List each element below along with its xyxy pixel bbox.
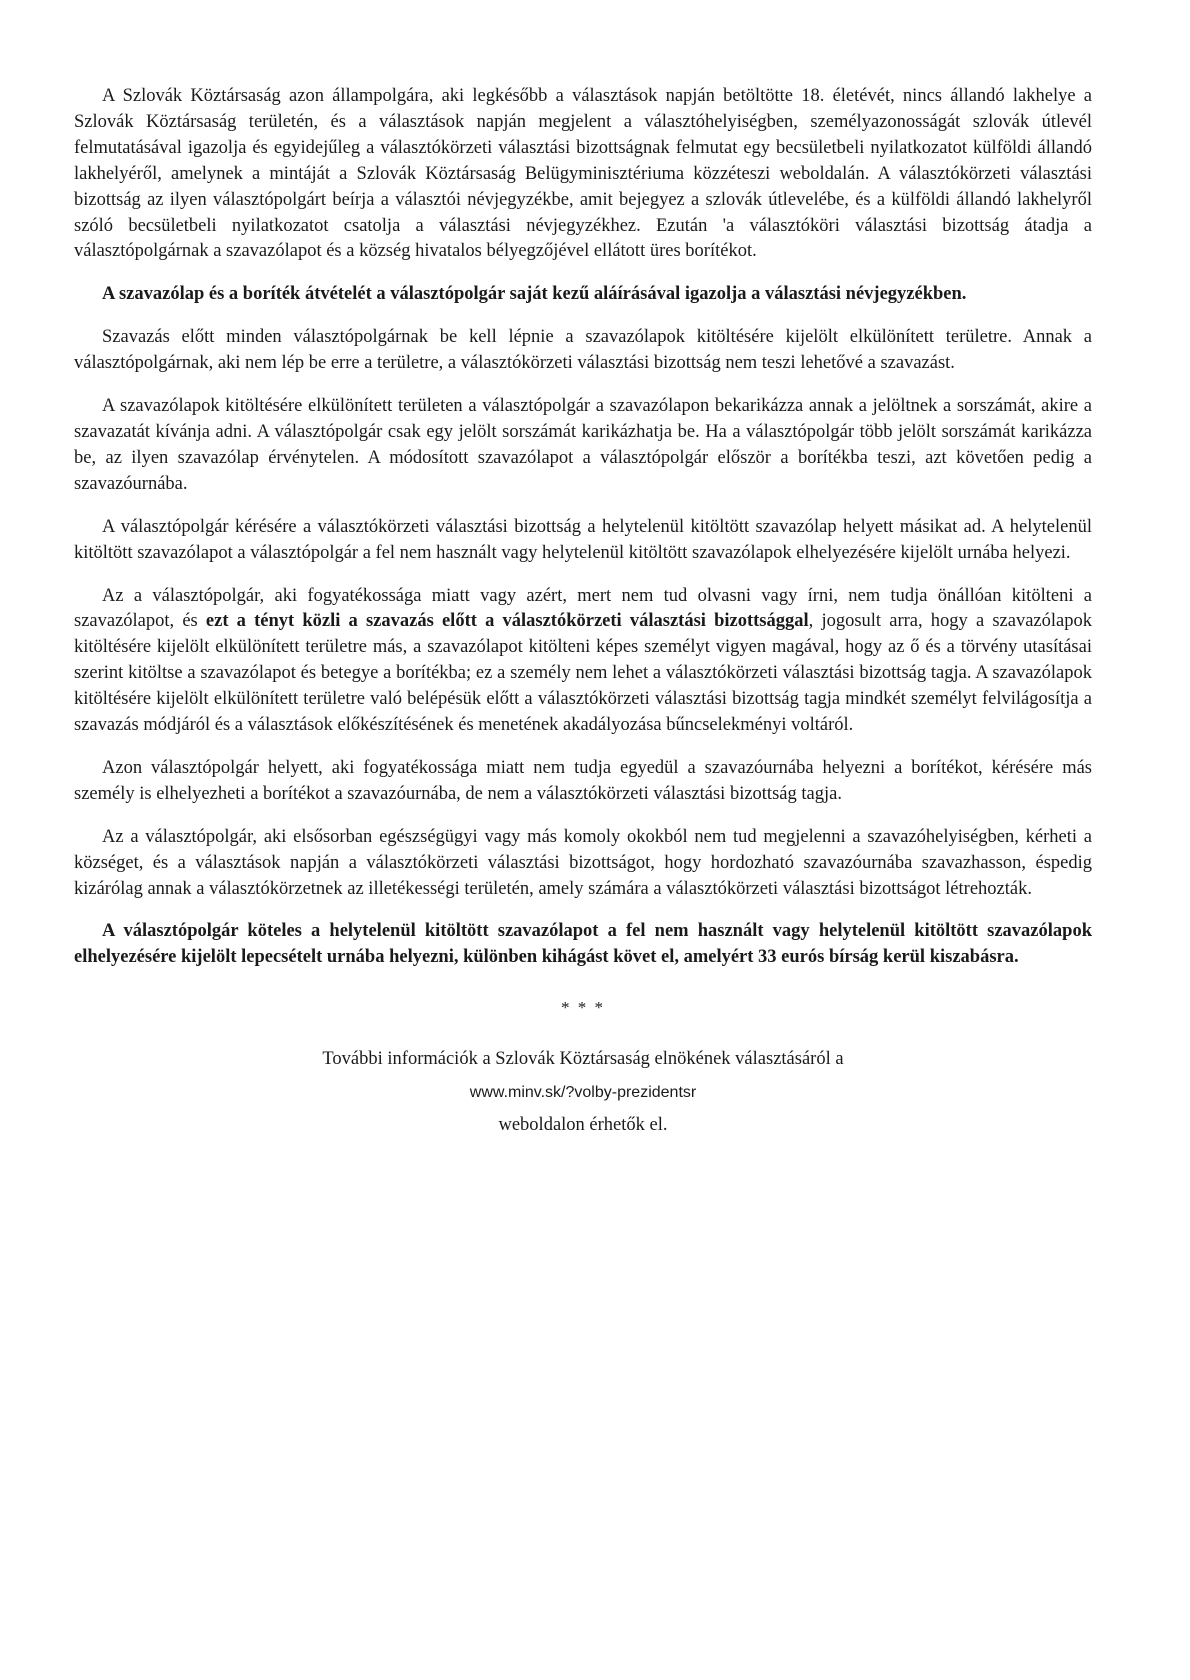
assisted-voting-text-start: Az a választópolgár, aki fogyatékossága miatt vagy azért, mert nem tud olvasni vagy írni, nem tudja önállóan kitölteni a szavazólapot, és — [74, 585, 1092, 632]
paragraph-signature-confirmation: A szavazólap és a boríték átvételét a választópolgár saját kezű aláírásával igazolja a választási névjegyzékben. — [102, 284, 967, 305]
assisted-voting-text-end: , jogosult arra, hogy a szavazólapok kitöltésére kijelölt elkülönített területre más, a szavazólapot kitölteni képes személyt vigyen magával, hogy az ő és a törvény utasításai szerint kitöltse a szavazólapot és betegye a borítékba; ez a személy nem lehet a választókörzeti választási bizottság tagja. A szavazólapok kitöltésére kijelölt elkülönített területre való belépésük előtt a választókörzeti választási bizottság tagja mindkét személyt felvilágosítja a szavazás módjáról és a választások előkészítésének és menetének akadályozása bűncselekményi voltáról. — [74, 611, 1092, 736]
footer-line-info: További információk a Szlovák Köztársaság elnökének választásáról a — [322, 1049, 844, 1070]
paragraph-portable-ballot-box: Az a választópolgár, aki elsősorban egészségügyi vagy más komoly okokból nem tud megjelenni a szavazóhelyiségben, kérheti a községet, és a választások napján a választókörzeti választási bizottságot, hogy hordozható szavazóurnába szavazhasson, éspedig kizárólag annak a választókörzetnek az illetékességi területén, amely számára a választókörzeti választási bizottságot létrehozták. — [74, 826, 1092, 899]
section-separator: * * * — [561, 998, 605, 1018]
paragraph-replacement-ballot: A választópolgár kérésére a választókörzeti választási bizottság a helytelenül kitöltött szavazólap helyett másikat ad. A helytelenül kitöltött szavazólapot a választópolgár a fel nem használt vagy helytelenül kitöltött szavazólapok elhelyezésére kijelölt urnába helyezi. — [74, 516, 1092, 563]
document-body — [74, 84, 1092, 1142]
footer-info — [74, 1043, 1092, 1142]
paragraph-assisted-voting — [74, 584, 1092, 739]
footer-line-available: weboldalon érhetők el. — [498, 1115, 668, 1136]
paragraph-marking-ballot: A szavazólapok kitöltésére elkülönített területen a választópolgár a szavazólapon bekarikázza annak a jelöltnek a sorszámát, akire a szavazatát kívánja adni. A választópolgár csak egy jelölt sorszámát karikázhatja be. Ha a választópolgár több jelölt sorszámát karikázza be, az ilyen szavazólap érvénytelen. A módosított szavazólapot a választópolgár először a borítékba teszi, azt követően pedig a szavazóurnába. — [74, 396, 1092, 494]
assisted-voting-bold-text: ezt a tényt közli a szavazás előtt a választókörzeti választási bizottsággal — [205, 611, 809, 632]
paragraph-fine-notice: A választópolgár köteles a helytelenül kitöltött szavazólapot a fel nem használt vagy helytelenül kitöltött szavazólapok elhelyezésére kijelölt lepecsételt urnába helyezni, különben kihágást követ el, amelyért 33 eurós bírság kerül kiszabásra. — [74, 921, 1092, 968]
footer-url-link[interactable]: www.minv.sk/?volby-prezidentsr — [469, 1084, 697, 1102]
paragraph-envelope-help: Azon választópolgár helyett, aki fogyatékossága miatt nem tudja egyedül a szavazóurnába helyezni a borítékot, kérésére más személy is elhelyezheti a borítékot a szavazóurnába, de nem a választókörzeti választási bizottság tagja. — [74, 757, 1092, 804]
paragraph-booth-entry: Szavazás előtt minden választópolgárnak be kell lépnie a szavazólapok kitöltésére kijelölt elkülönített területre. Annak a választópolgárnak, aki nem lép be erre a területre, a választókörzeti választási bizottság nem teszi lehetővé a szavazást. — [74, 327, 1092, 374]
paragraph-foreign-voter: A Szlovák Köztársaság azon állampolgára, aki legkésőbb a választások napján betöltötte 18. életévét, nincs állandó lakhelye a Szlovák Köztársaság területén, és a választások napján megjelent a választóhelyiségben, személyazonosságát szlovák útlevél felmutatásával igazolja és egyidejűleg a választókörzeti választási bizottságnak felmutat egy becsületbeli nyilatkozatot külföldi állandó lakhelyéről, amelynek a mintáját a Szlovák Köztársaság Belügyminisztériuma közzéteszi weboldalán. A választókörzeti választási bizottság az ilyen választópolgárt beírja a választói névjegyzékbe, amit bejegyez a szlovák útlevelébe, és a külföldi állandó lakhelyről szóló becsületbeli nyilatkozatot csatolja a választási névjegyzékhez. Ezután 'a választóköri választási bizottság átadja a választópolgárnak a szavazólapot és a község hivatalos bélyegzőjével ellátott üres borítékot. — [74, 86, 1092, 262]
